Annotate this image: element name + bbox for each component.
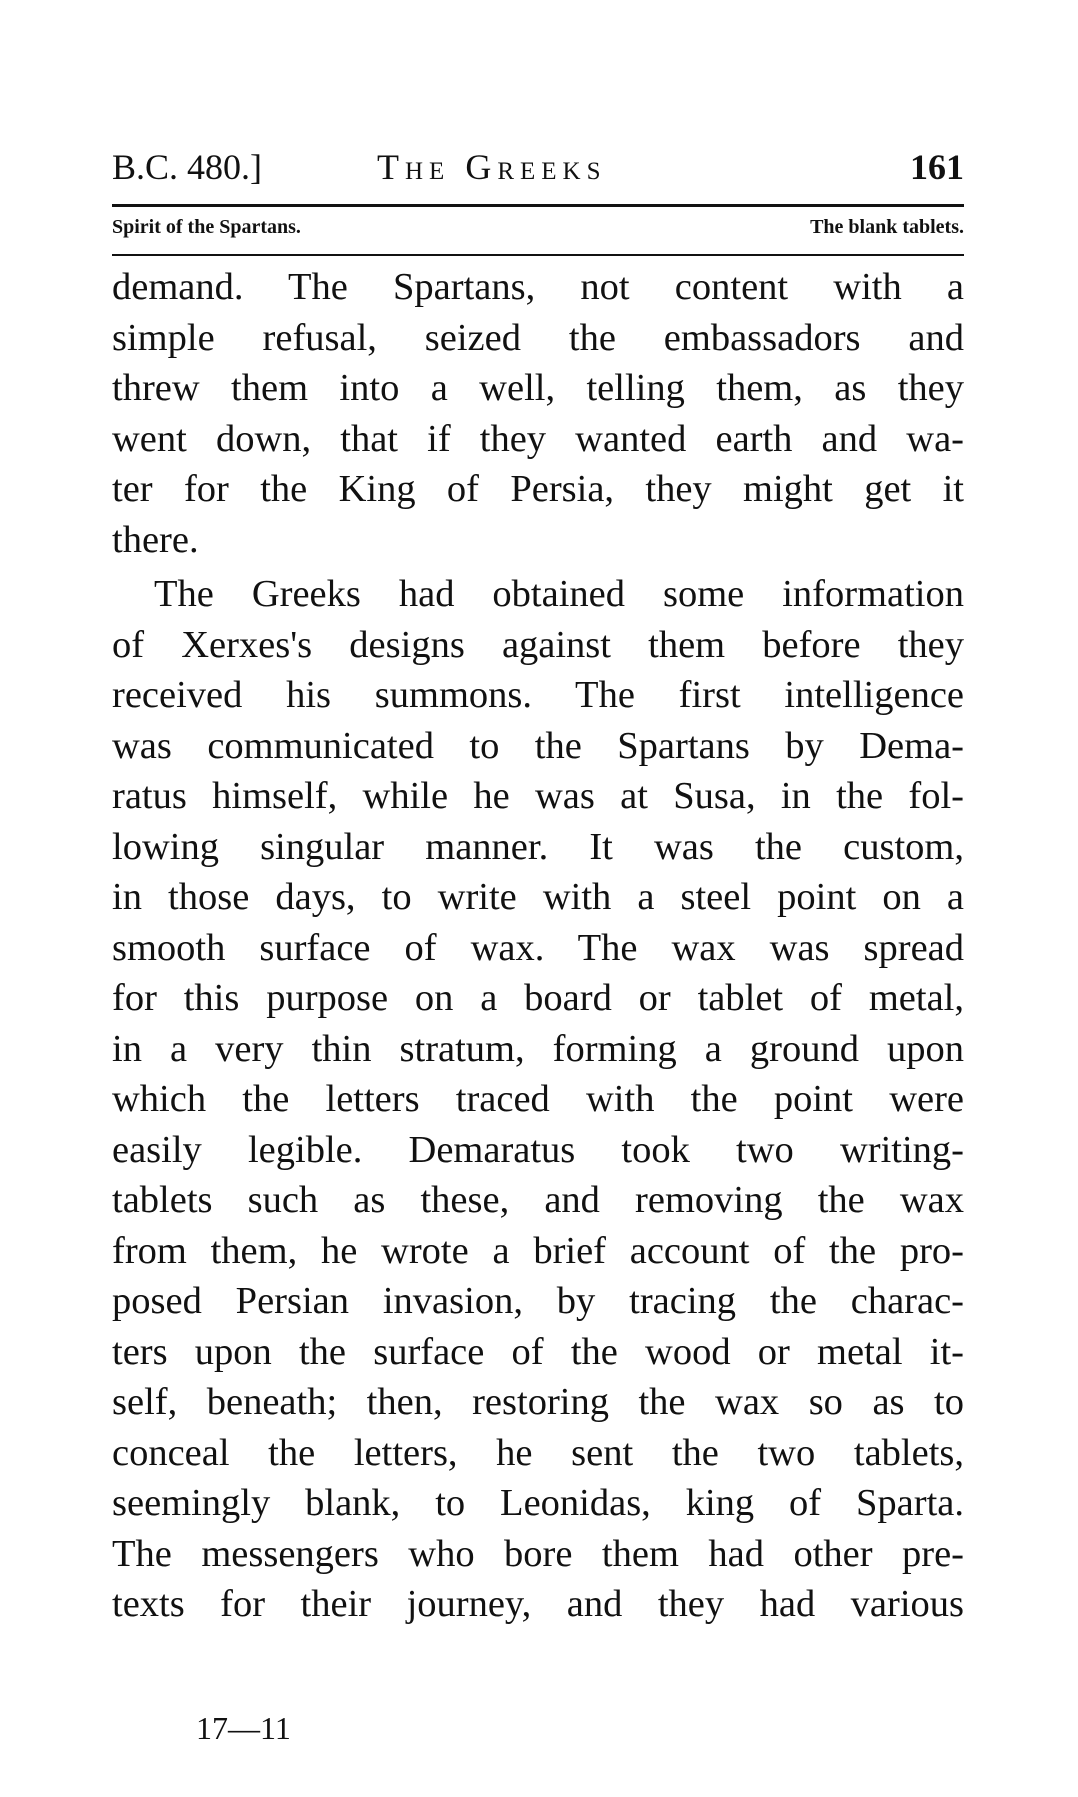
text-line: ratus himself, while he was at Susa, in the fol- bbox=[112, 775, 964, 817]
text-line: The messengers who bore them had other pre- bbox=[112, 1532, 964, 1575]
text-line: threw them into a well, telling them, as they bbox=[112, 367, 964, 409]
text-line: tablets such as these, and removing the wax bbox=[112, 1179, 964, 1221]
text-line: simple refusal, seized the embassadors and bbox=[112, 316, 964, 359]
body-text bbox=[112, 262, 964, 1630]
header-rule-top bbox=[112, 204, 964, 207]
text-line: ter for the King of Persia, they might get it bbox=[112, 468, 964, 510]
subhead-left: Spirit of the Spartans. bbox=[112, 216, 301, 238]
text-line: from them, he wrote a brief account of the pro- bbox=[112, 1229, 964, 1272]
text-line: went down, that if they wanted earth and wa- bbox=[112, 417, 964, 460]
running-head bbox=[112, 138, 964, 198]
running-head-date: B.C. 480.] bbox=[112, 147, 263, 187]
signature-mark: 17—11 bbox=[196, 1710, 291, 1746]
paragraph-1 bbox=[112, 262, 964, 565]
text-line: seemingly blank, to Leonidas, king of Sparta. bbox=[112, 1482, 964, 1524]
header-rule-bottom bbox=[112, 254, 964, 256]
text-line: lowing singular manner. It was the custom, bbox=[112, 825, 964, 868]
text-line: there. bbox=[112, 518, 199, 561]
text-line: demand. The Spartans, not content with a bbox=[112, 266, 964, 308]
marginal-subheads bbox=[112, 210, 964, 244]
text-line: which the letters traced with the point were bbox=[112, 1078, 964, 1120]
text-line: ters upon the surface of the wood or metal it- bbox=[112, 1330, 964, 1373]
text-line: texts for their journey, and they had various bbox=[112, 1583, 964, 1625]
text-line: conceal the letters, he sent the two tablets, bbox=[112, 1431, 964, 1474]
text-line: self, beneath; then, restoring the wax so as to bbox=[112, 1381, 964, 1423]
text-line: in a very thin stratum, forming a ground upon bbox=[112, 1027, 964, 1070]
text-line: of Xerxes's designs against them before they bbox=[112, 623, 964, 666]
text-line: posed Persian invasion, by tracing the charac- bbox=[112, 1280, 964, 1322]
text-line: received his summons. The first intelligence bbox=[112, 674, 964, 716]
text-line: The Greeks had obtained some information bbox=[154, 573, 964, 615]
running-head-title: The Greeks bbox=[377, 147, 607, 187]
page-number: 161 bbox=[910, 147, 964, 187]
text-line: easily legible. Demaratus took two writing- bbox=[112, 1128, 964, 1171]
text-line: for this purpose on a board or tablet of metal, bbox=[112, 977, 964, 1019]
paragraph-2 bbox=[112, 569, 964, 1630]
text-line: in those days, to write with a steel point on a bbox=[112, 876, 964, 918]
text-line: smooth surface of wax. The wax was spread bbox=[112, 926, 964, 969]
subhead-right: The blank tablets. bbox=[810, 216, 964, 238]
text-line: was communicated to the Spartans by Dema- bbox=[112, 724, 964, 767]
